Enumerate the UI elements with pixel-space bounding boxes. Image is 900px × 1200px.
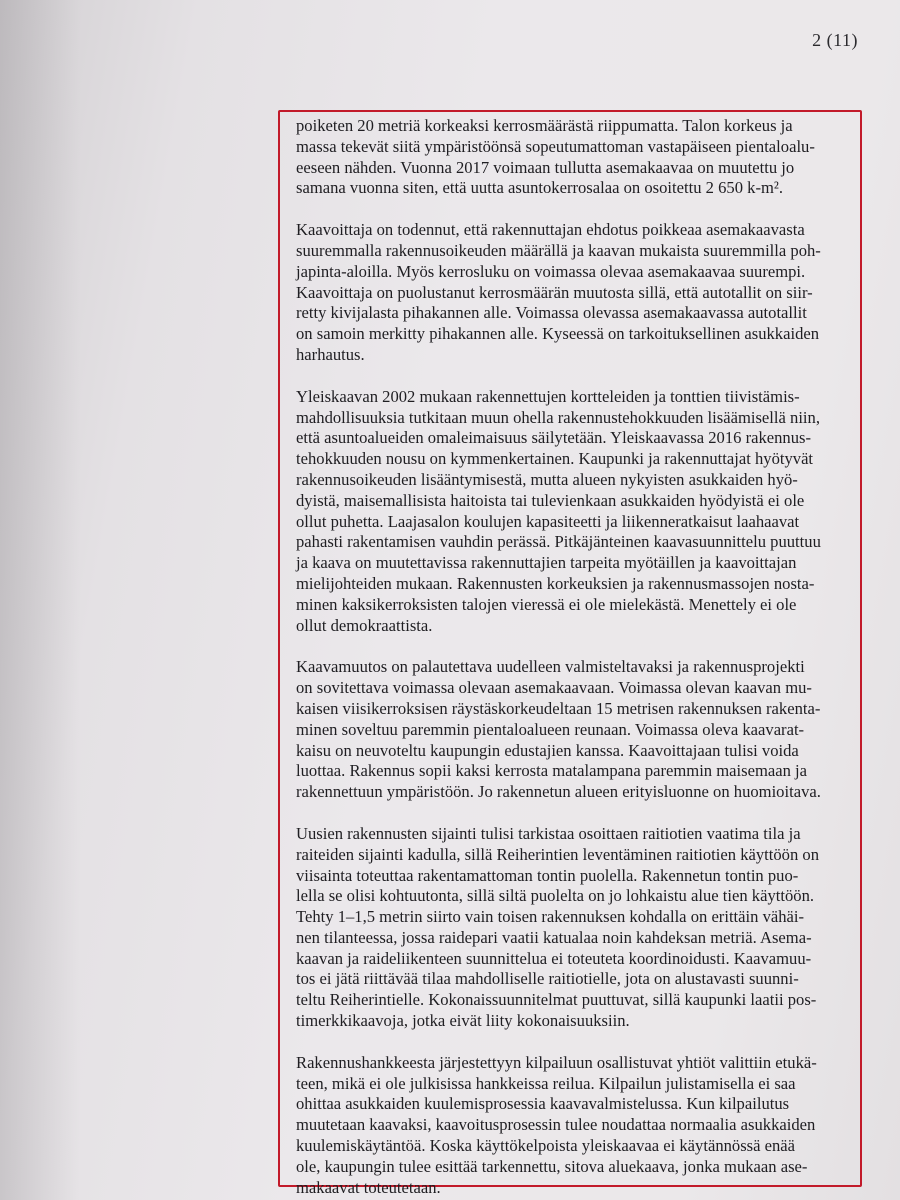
text-line: timerkkikaavoja, jotka eivät liity kokonaisuuksiin. xyxy=(296,1011,630,1031)
text-line: kaisu on neuvoteltu kaupungin edustajien kanssa. Kaavoittajaan tulisi voida xyxy=(296,740,799,760)
text-line: ja kaava on muutettavissa rakennuttajien tarpeita myötäillen ja kaavoittajan xyxy=(296,553,797,573)
document-body xyxy=(296,116,856,1200)
text-line: mahdollisuuksia tutkitaan muun ohella rakennustehokkuuden lisäämisellä niin, xyxy=(296,407,820,427)
text-line: raiteiden sijainti kadulla, sillä Reiherintien leventäminen raitiotien käyttöön on xyxy=(296,844,820,864)
text-line: rakennettuun ympäristöön. Jo rakennetun alueen erityisluonne on huomioitava. xyxy=(296,782,821,802)
text-line: teltu Reiherintielle. Kokonaissuunnitelmat puuttuvat, sillä kaupunki laatii pos- xyxy=(296,990,817,1010)
text-line: kaavan ja raideliikenteen suunnittelua ei toteuteta koordinoidusti. Kaavamuu- xyxy=(296,948,812,968)
text-line: tos ei jätä riittävää tilaa mahdolliselle raitiotielle, jota on alustavasti suunni- xyxy=(296,969,799,989)
text-line: lella se olisi kohtuutonta, sillä siltä puolelta on jo lohkaistu alue tien käyttöön. xyxy=(296,886,815,906)
text-line: harhautus. xyxy=(296,344,365,364)
text-line: teen, mikä ei ole julkisissa hankkeissa reilua. Kilpailun julistamisella ei saa xyxy=(296,1073,796,1093)
text-line: luottaa. Rakennus sopii kaksi kerrosta matalampana paremmin maisemaan ja xyxy=(296,761,808,781)
text-line: retty kivijalasta pihakannen alle. Voimassa olevassa asemakaavassa autotallit xyxy=(296,303,807,323)
text-line: mielijohteiden mukaan. Rakennusten korkeuksien ja rakennusmassojen nosta- xyxy=(296,573,815,593)
paragraph-1 xyxy=(296,116,856,199)
page-number: 2 (11) xyxy=(812,30,858,50)
text-line: ollut puhetta. Laajasalon koulujen kapasiteetti ja liikenneratkaisut laahaavat xyxy=(296,511,800,531)
text-line: Uusien rakennusten sijainti tulisi tarkistaa osoittaen raitiotien vaatima tila ja xyxy=(296,823,801,843)
paragraph-4 xyxy=(296,657,856,803)
text-line: samana vuonna siten, että uutta asuntokerrosalaa on osoitettu 2 650 k-m². xyxy=(296,178,783,198)
text-line: japinta-aloilla. Myös kerrosluku on voimassa olevaa asemakaavaa suurempi. xyxy=(296,261,806,281)
text-line: ollut demokraattista. xyxy=(296,615,433,635)
text-line: Rakennushankkeesta järjestettyyn kilpailuun osallistuvat yhtiöt valittiin etukä- xyxy=(296,1052,817,1072)
text-line: Kaavoittaja on puolustanut kerrosmäärän muutosta sillä, että autotallit on siir- xyxy=(296,282,813,302)
text-line: Kaavamuutos on palautettava uudelleen valmisteltavaksi ja rakennusprojekti xyxy=(296,657,805,677)
paragraph-3 xyxy=(296,387,856,637)
text-line: dyistä, maisemallisista haitoista tai tulevienkaan asukkaiden hyödyistä ei ole xyxy=(296,490,805,510)
text-line: Yleiskaavan 2002 mukaan rakennettujen kortteleiden ja tonttien tiivistämis- xyxy=(296,386,800,406)
text-line: on sovitettava voimassa olevaan asemakaavaan. Voimassa olevan kaavan mu- xyxy=(296,678,812,698)
text-line: poiketen 20 metriä korkeaksi kerrosmäärästä riippumatta. Talon korkeus ja xyxy=(296,116,793,135)
paragraph-5 xyxy=(296,824,856,1032)
text-line: eeseen nähden. Vuonna 2017 voimaan tullutta asemakaavaa on muutettu jo xyxy=(296,157,795,177)
text-line: suuremmalla rakennusoikeuden määrällä ja kaavan mukaista suuremmilla poh- xyxy=(296,240,821,260)
paragraph-2 xyxy=(296,220,856,366)
text-line: kuulemiskäytäntöä. Koska käyttökelpoista yleiskaavaa ei käytännössä enää xyxy=(296,1136,796,1156)
text-line: Tehty 1–1,5 metrin siirto vain toisen rakennuksen kohdalla on erittäin vähäi- xyxy=(296,907,805,927)
paragraph-6 xyxy=(296,1053,856,1199)
text-line: kaisen viisikerroksisen räystäskorkeudeltaan 15 metrisen rakennuksen rakenta- xyxy=(296,698,821,718)
text-line: pahasti rakentamisen vauhdin perässä. Pitkäjänteinen kaavasuunnittelu puuttuu xyxy=(296,532,821,552)
text-line: että asuntoalueiden omaleimaisuus säilytetään. Yleiskaavassa 2016 rakennus- xyxy=(296,428,812,448)
text-line: tehokkuuden nousu on kymmenkertainen. Kaupunki ja rakennuttajat hyötyvät xyxy=(296,449,814,469)
page-shadow xyxy=(0,0,80,1200)
text-line: Kaavoittaja on todennut, että rakennuttajan ehdotus poikkeaa asemakaavasta xyxy=(296,220,805,240)
text-line: makaavat toteutetaan. xyxy=(296,1177,441,1197)
text-line: minen kaksikerroksisten talojen vieressä ei ole mielekästä. Menettely ei ole xyxy=(296,594,797,614)
text-line: viisainta toteuttaa rakentamattoman tontin puolella. Rakennetun tontin puo- xyxy=(296,865,799,885)
text-line: muutetaan kaavaksi, kaavoitusprosessin tulee noudattaa normaalia asukkaiden xyxy=(296,1115,816,1135)
text-line: rakennusoikeuden lisääntymisestä, mutta alueen nykyisten asukkaiden hyö- xyxy=(296,469,798,489)
text-line: ohittaa asukkaiden kuulemisprosessia kaavavalmistelussa. Kun kilpailutus xyxy=(296,1094,790,1114)
text-line: nen tilanteessa, jossa raidepari vaatii katualaa noin kahdeksan metriä. Asema- xyxy=(296,927,812,947)
text-line: minen soveltuu paremmin pientaloalueen reunaan. Voimassa oleva kaavarat- xyxy=(296,719,805,739)
text-line: on samoin merkitty pihakannen alle. Kyseessä on tarkoituksellinen asukkaiden xyxy=(296,324,820,344)
text-line: massa tekevät siitä ympäristöönsä sopeutumattoman vastapäiseen pientaloalu- xyxy=(296,136,815,156)
text-line: ole, kaupungin tulee esittää tarkennettu, sitova aluekaava, jonka mukaan ase- xyxy=(296,1156,808,1176)
